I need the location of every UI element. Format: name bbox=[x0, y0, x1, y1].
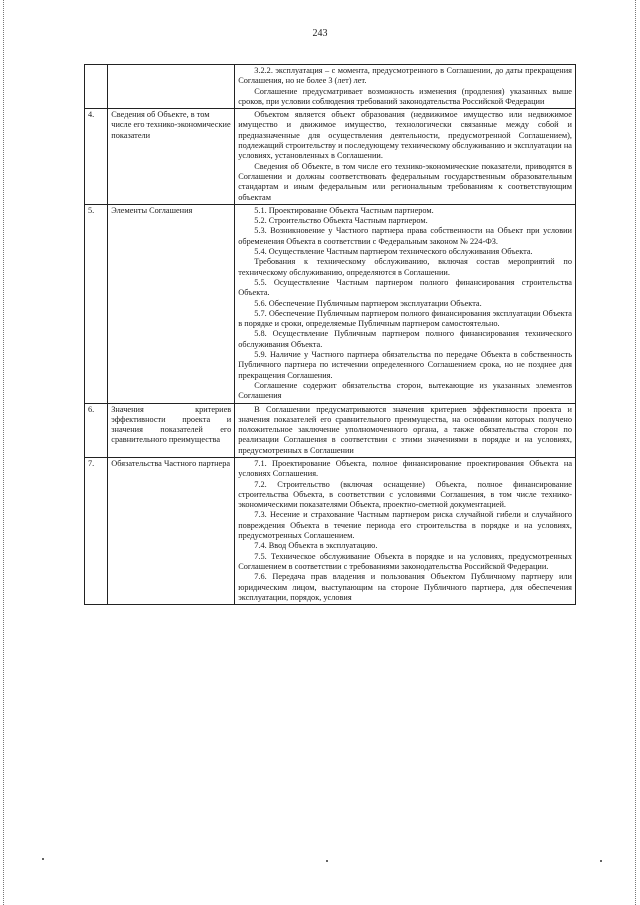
scan-speck bbox=[326, 860, 328, 862]
table-row bbox=[85, 204, 576, 403]
row-number: 4. bbox=[88, 110, 95, 120]
content-paragraph: 7.6. Передача прав владения и пользования Объектом Публичному партнеру или юридическим лицом, выступающим на стороне Публичного партнера, для обеспечения эксплуатации, порядок, условия bbox=[238, 572, 572, 602]
content-paragraph: В Соглашении предусматриваются значения критериев эффективности проекта и значения показателей его сравнительного преимущества, на основании которых получено положительное заключение уполномоченного органа, а также обязательства сторон по реализации Соглашения в соответствии с этими значениями в порядке и на условиях, предусмотренных в Соглашении bbox=[238, 404, 572, 455]
content-paragraph: 7.5. Техническое обслуживание Объекта в порядке и на условиях, предусмотренных Соглашением в соответствии с требованиями законодательства Российской Федерации. bbox=[238, 551, 572, 571]
content-paragraph: 5.7. Обеспечение Публичным партнером полного финансирования эксплуатации Объекта в порядке и сроки, определяемые Публичным партнером самостоятельно. bbox=[238, 308, 572, 329]
row-content-cell bbox=[235, 457, 576, 604]
table-row bbox=[85, 65, 576, 109]
row-label: Сведения об Объекте, в том числе его технико-экономические показатели bbox=[111, 110, 231, 140]
table-row bbox=[85, 457, 576, 604]
row-number-cell bbox=[85, 65, 108, 109]
content-paragraph: 5.8. Осуществление Публичным партнером полного финансирования технического обслуживания Объекта. bbox=[238, 329, 572, 349]
page-number: 243 bbox=[312, 28, 328, 39]
content-paragraph: 5.3. Возникновение у Частного партнера права собственности на Объект при условии обременения Объекта в соответствии с Федеральным законом № 224-ФЗ. bbox=[238, 226, 572, 246]
table-body bbox=[85, 65, 576, 605]
content-paragraph: 3.2.2. эксплуатация – с момента, предусмотренного в Соглашении, до даты прекращения Соглашения, но не более 3 (лет) лет. bbox=[238, 66, 572, 86]
content-paragraph: 5.1. Проектирование Объекта Частным партнером. bbox=[254, 205, 434, 215]
row-number-cell bbox=[85, 109, 108, 205]
row-content-cell bbox=[235, 109, 576, 205]
row-label: Элементы Соглашения bbox=[111, 205, 193, 215]
row-content-cell bbox=[235, 204, 576, 403]
row-content-cell bbox=[235, 403, 576, 457]
content-paragraph: Соглашение предусматривает возможность изменения (продления) указанных выше сроков, при условии соблюдения требований законодательства Российской Федерации bbox=[238, 86, 572, 106]
row-label: Обязательства Частного партнера bbox=[111, 458, 231, 468]
scan-speck bbox=[600, 860, 602, 862]
content-paragraph: 7.4. Ввод Объекта в эксплуатацию. bbox=[254, 541, 378, 551]
content-paragraph: 7.1. Проектирование Объекта, полное финансирование проектирования Объекта на условиях Соглашения. bbox=[238, 458, 572, 479]
document-table bbox=[84, 64, 576, 605]
row-label: Значения критериев эффективности проекта и значения показателей его сравнительного преимущества bbox=[111, 404, 232, 445]
scan-speck bbox=[42, 858, 44, 860]
row-label-cell bbox=[108, 403, 235, 457]
content-paragraph: 7.3. Несение и страхование Частным партнером риска случайной гибели и случайного повреждения Объекта в течение периода его строительства в порядке и на условиях, предусмотренных Соглашением. bbox=[238, 510, 572, 541]
row-label-cell bbox=[108, 204, 235, 403]
table-row bbox=[85, 109, 576, 205]
content-paragraph: Требования к техническому обслуживанию, включая состав мероприятий по техническому обслуживанию, определяются в Соглашении. bbox=[238, 257, 572, 277]
row-number: 5. bbox=[88, 205, 95, 215]
row-label-cell bbox=[108, 65, 235, 109]
row-number-cell bbox=[85, 204, 108, 403]
scan-edge-right bbox=[635, 0, 637, 905]
row-number-cell bbox=[85, 457, 108, 604]
row-label-cell bbox=[108, 109, 235, 205]
row-label-cell bbox=[108, 457, 235, 604]
row-number-cell bbox=[85, 403, 108, 457]
row-number: 7. bbox=[88, 458, 95, 468]
content-paragraph: Соглашение содержит обязательства сторон, вытекающие из указанных элементов Соглашения bbox=[238, 380, 572, 401]
table-row bbox=[85, 403, 576, 457]
row-content-cell bbox=[235, 65, 576, 109]
content-paragraph: Сведения об Объекте, в том числе его технико-экономические показатели, приводятся в Соглашении и должны соответствовать федеральным государственным образовательным стандартам и иным федеральным или региональным требованиям к соответствующим объектам bbox=[238, 161, 572, 202]
content-paragraph: 7.2. Строительство (включая оснащение) Объекта, полное финансирование строительства Объекта, в соответствии с условиями Соглашения, в том числе технико-экономическими показателями Объекта, проектно-сметной документацией. bbox=[238, 479, 572, 510]
row-number: 6. bbox=[88, 404, 95, 414]
content-paragraph: 5.2. Строительство Объекта Частным партнером. bbox=[254, 216, 428, 226]
content-paragraph: Объектом является объект образования (недвижимое имущество или недвижимое имущество и движимое имущество, технологически связанные между собой и предназначенные для осуществления деятельности, предусмотренной Соглашением), подлежащий строительству и последующему техническому обслуживанию и эксплуатации на условиях, установленных в Соглашении. bbox=[238, 110, 572, 161]
content-paragraph: 5.5. Осуществление Частным партнером полного финансирования строительства Объекта. bbox=[238, 277, 572, 298]
content-paragraph: 5.9. Наличие у Частного партнера обязательства по передаче Объекта в собственность Публичного партнера по истечении определенного Соглашением срока, но не позднее дня прекращения Соглашения. bbox=[238, 350, 572, 380]
content-paragraph: 5.6. Обеспечение Публичным партнером эксплуатации Объекта. bbox=[254, 298, 482, 308]
scan-edge-left bbox=[3, 0, 5, 905]
content-paragraph: 5.4. Осуществление Частным партнером технического обслуживания Объекта. bbox=[254, 247, 533, 257]
